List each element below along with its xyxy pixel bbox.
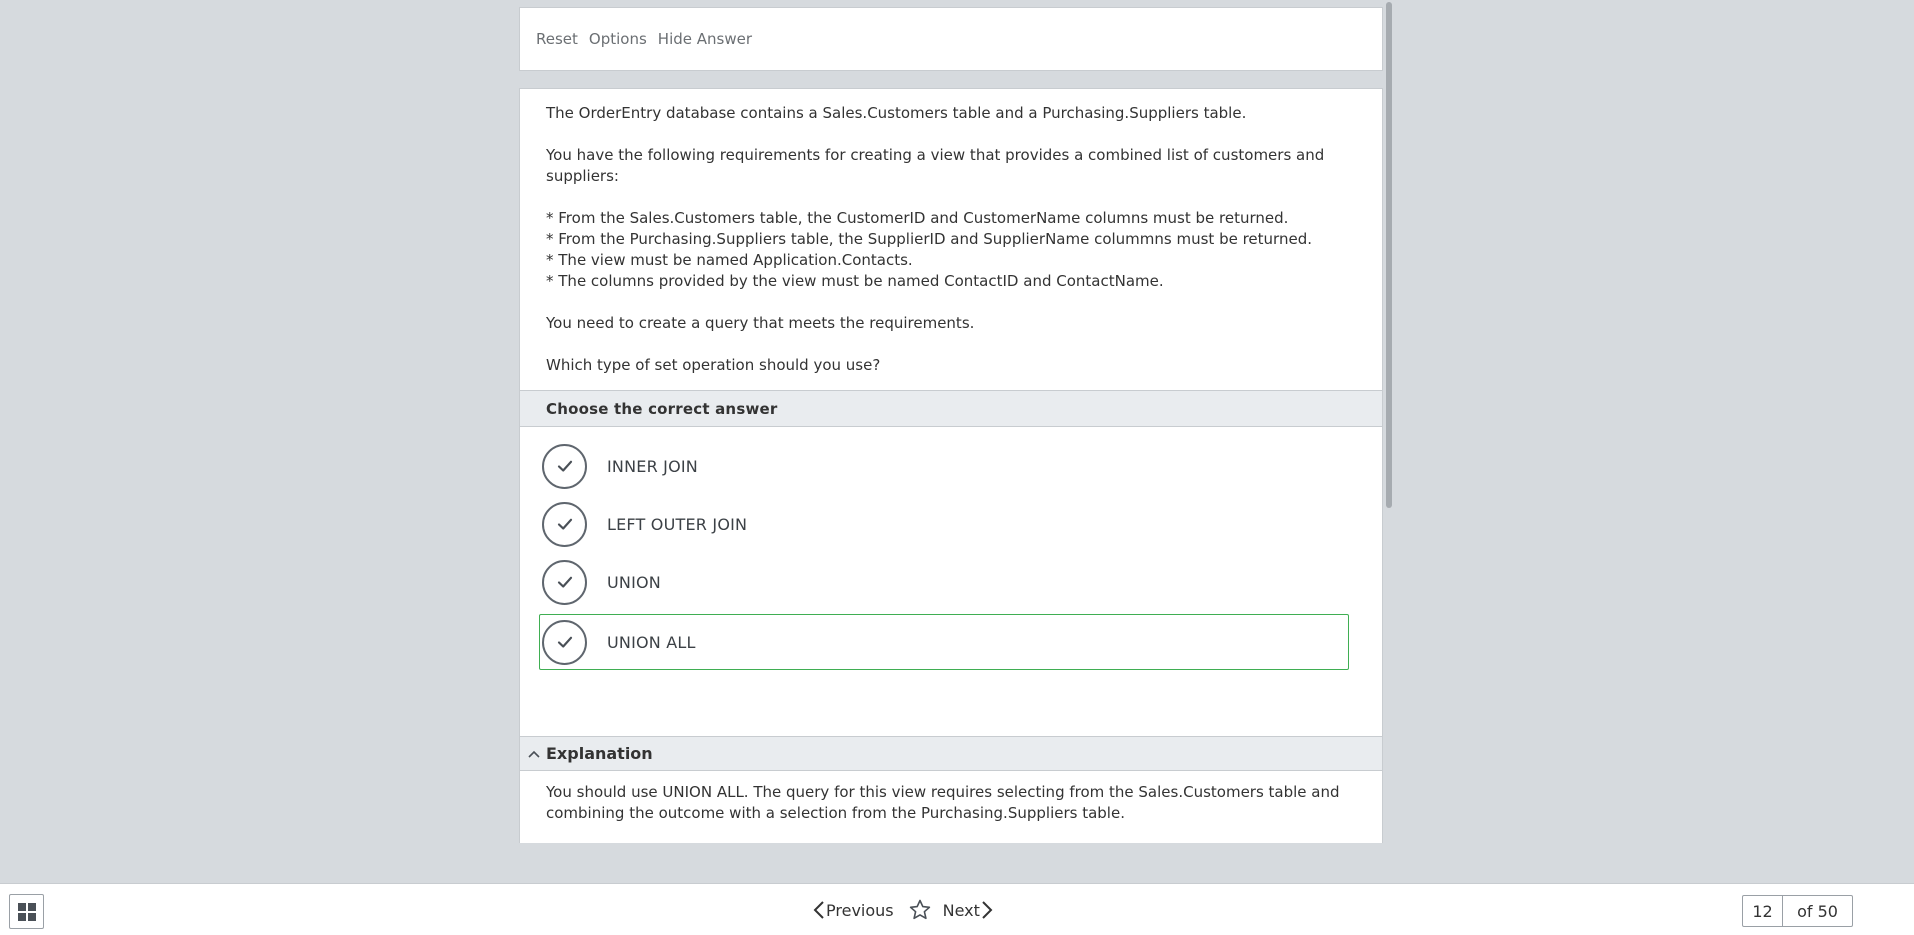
chevron-left-icon [812,900,826,920]
requirement-item: * From the Sales.Customers table, the CustomerID and CustomerName columns must be returned. [546,209,1289,227]
page-counter [1742,895,1853,927]
requirement-item: * From the Purchasing.Suppliers table, the SupplierID and SupplierName colummns must be returned. [546,230,1312,248]
answer-option-label: UNION ALL [607,632,696,652]
choose-answer-header: Choose the correct answer [520,390,1382,427]
question-navigation [812,897,994,923]
question-toolbar [519,7,1383,71]
answer-option-label: INNER JOIN [607,456,698,476]
explanation-text: You should use UNION ALL. The query for this view requires selecting from the Sales.Customers table and combining the outcome with a selection from the Purchasing.Suppliers table. [546,783,1340,822]
explanation-toggle[interactable] [520,736,1382,771]
reset-link[interactable]: Reset [536,30,578,48]
explanation-title: Explanation [546,744,653,763]
answer-option-label: LEFT OUTER JOIN [607,514,748,534]
previous-label: Previous [826,900,894,920]
grid-icon [17,902,37,922]
next-button[interactable] [943,900,994,920]
total-pages: of 50 [1797,901,1838,921]
previous-button[interactable] [812,900,894,920]
check-icon [542,560,587,605]
requirements-lead: You have the following requirements for creating a view that provides a combined list of customers and suppliers: [546,146,1325,185]
requirement-item: * The view must be named Application.Contacts. [546,251,913,269]
answer-option-union[interactable] [539,554,1349,610]
star-icon[interactable] [908,898,932,922]
hide-answer-link[interactable]: Hide Answer [657,30,753,48]
next-label: Next [942,900,980,920]
check-icon [542,444,587,489]
question-card [519,88,1383,843]
current-page-input[interactable]: 12 [1743,896,1783,926]
footer-bar [0,883,1914,935]
page-scrollbar[interactable] [1386,2,1392,508]
requirements-list [546,208,1356,292]
answer-option-inner-join[interactable] [539,438,1349,494]
requirement-item: * The columns provided by the view must be named ContactID and ContactName. [546,272,1164,290]
question-text [520,89,1382,376]
options-link[interactable]: Options [588,30,647,48]
question-intro: The OrderEntry database contains a Sales.Customers table and a Purchasing.Suppliers table. [546,104,1247,122]
check-icon [542,502,587,547]
answer-option-left-outer-join[interactable] [539,496,1349,552]
question-prompt: Which type of set operation should you use? [546,356,881,374]
check-icon [542,620,587,665]
answer-option-label: UNION [607,572,661,592]
question-task: You need to create a query that meets the requirements. [546,314,975,332]
chevron-up-icon [526,746,542,762]
chevron-right-icon [980,900,994,920]
question-grid-button[interactable] [9,894,44,929]
answer-option-union-all[interactable] [539,614,1349,670]
